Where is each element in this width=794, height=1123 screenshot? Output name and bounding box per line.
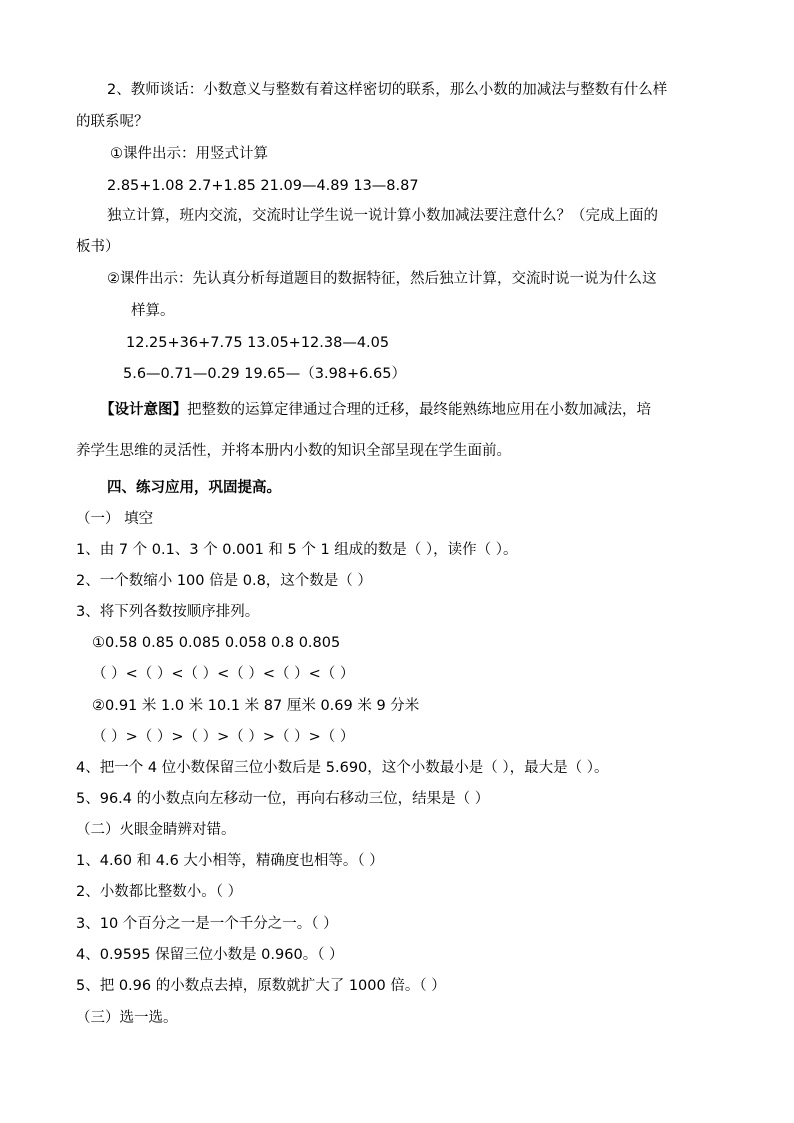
design-intent-text: 把整数的运算定律通过合理的迁移，最终能熟练地应用在小数加减法，培 bbox=[187, 402, 651, 418]
independent-calc-text-cont: 板书） bbox=[76, 239, 120, 255]
ordering-blanks-1: （ ）<（ ）<（ ）<（ ）<（ ）<（ ） bbox=[92, 666, 355, 682]
question-fill-1: 1、由 7 个 0.1、3 个 0.001 和 5 个 1 组成的数是（ ），读作（ ）。 bbox=[76, 542, 518, 558]
independent-calc-text: 独立计算，班内交流，交流时让学生说一说计算小数加减法要注意什么？（完成上面的 bbox=[107, 208, 658, 224]
subsection-fill-blank: （一） 填空 bbox=[76, 511, 154, 527]
courseware-analyze: ②课件出示：先认真分析每道题目的数据特征，然后独立计算，交流时说一说为什么这 bbox=[107, 271, 657, 287]
courseware-vertical-calc: ①课件出示：用竖式计算 bbox=[110, 146, 268, 162]
courseware-analyze-cont: 样算。 bbox=[131, 303, 175, 319]
design-intent-label: 【设计意图】 bbox=[100, 402, 187, 418]
question-tf-5: 5、把 0.96 的小数点去掉，原数就扩大了 1000 倍。（ ） bbox=[76, 978, 446, 994]
calc-expressions-3: 5.6—0.71—0.29 19.65—（3.98+6.65） bbox=[123, 366, 406, 382]
subsection-choose: （三）选一选。 bbox=[76, 1010, 178, 1026]
paragraph-teacher-talk: 2、教师谈话：小数意义与整数有着这样密切的联系，那么小数的加减法与整数有什么样 bbox=[107, 82, 668, 98]
ordering-numbers-2: ②0.91 米 1.0 米 10.1 米 87 厘米 0.69 米 9 分米 bbox=[92, 698, 420, 714]
subsection-true-false: （二）火眼金睛辨对错。 bbox=[76, 822, 236, 838]
design-intent bbox=[100, 400, 651, 420]
question-tf-1: 1、4.60 和 4.6 大小相等，精确度也相等。（ ） bbox=[76, 853, 384, 869]
question-fill-2: 2、一个数缩小 100 倍是 0.8，这个数是（ ） bbox=[76, 573, 372, 589]
question-tf-4: 4、0.9595 保留三位小数是 0.960。（ ） bbox=[76, 947, 344, 963]
section-title-practice: 四、练习应用，巩固提高。 bbox=[107, 480, 281, 496]
question-tf-3: 3、10 个百分之一是一个千分之一。（ ） bbox=[76, 916, 338, 932]
design-intent-cont: 养学生思维的灵活性，并将本册内小数的知识全部呈现在学生面前。 bbox=[76, 443, 511, 459]
ordering-blanks-2: （ ）>（ ）>（ ）>（ ）>（ ）>（ ） bbox=[92, 729, 355, 745]
question-tf-2: 2、小数都比整数小。（ ） bbox=[76, 884, 243, 900]
ordering-numbers-1: ①0.58 0.85 0.085 0.058 0.8 0.805 bbox=[92, 635, 341, 651]
calc-expressions-2: 12.25+36+7.75 13.05+12.38—4.05 bbox=[126, 335, 390, 351]
question-fill-3: 3、将下列各数按顺序排列。 bbox=[76, 604, 260, 620]
calc-expressions-1: 2.85+1.08 2.7+1.85 21.09—4.89 13—8.87 bbox=[107, 178, 419, 194]
question-fill-5: 5、96.4 的小数点向左移动一位，再向右移动三位，结果是（ ） bbox=[76, 791, 490, 807]
paragraph-teacher-talk-cont: 的联系呢？ bbox=[76, 114, 149, 130]
question-fill-4: 4、把一个 4 位小数保留三位小数后是 5.690，这个小数最小是（ ），最大是（ ）。 bbox=[76, 760, 609, 776]
